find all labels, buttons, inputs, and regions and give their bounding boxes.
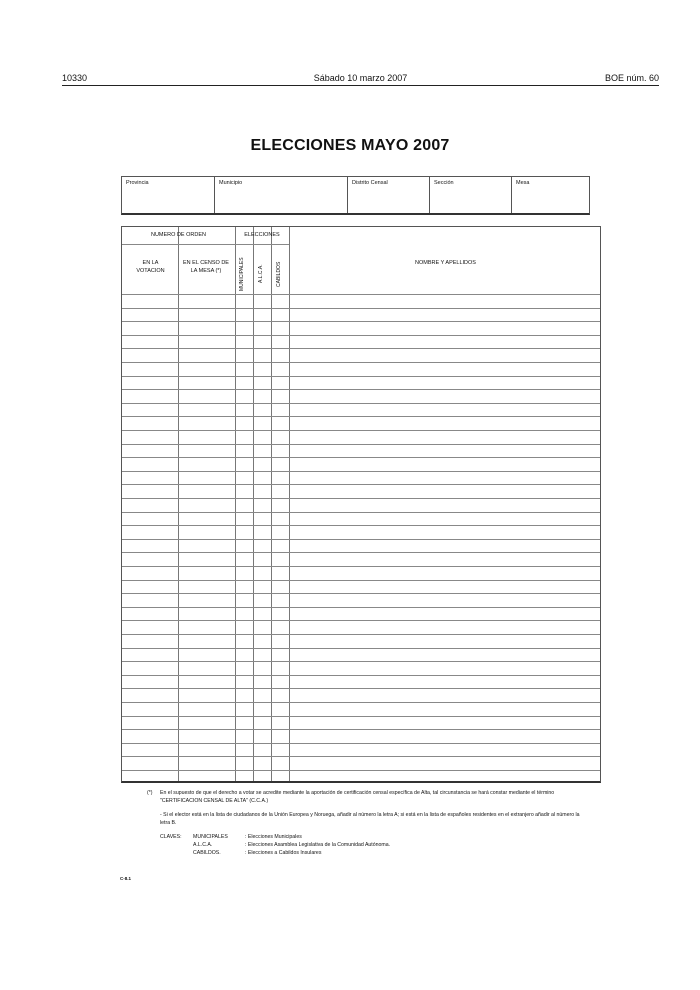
field-seccion: Sección [430,177,512,213]
table-row-line [122,512,600,513]
header-nombre-apellidos: NOMBRE Y APELLIDOS [415,260,476,266]
form-code: C-8.1 [120,876,132,881]
clave-key: MUNICIPALES [193,834,228,840]
note-asterisk-text: En el supuesto de que el derecho a votar se acredite mediante la aportación de certificación censal específica de Alta, tal circunstancia se hará constar mediante el término "CERTIFICACION CENSAL DE ALTA" (C.C.A.) [160,790,555,804]
clave-value: : Elecciones Municipales [245,834,302,840]
voter-list-table [121,226,601,783]
header-en-el-censo: EN EL CENSO DE LA MESA (*) [183,260,229,274]
table-row-line [122,525,600,526]
table-row-line [122,457,600,458]
table-row-line [122,702,600,703]
note-asterisk-marker: (*) [147,790,153,796]
location-fields-box [121,176,590,215]
header-elecciones: ELECCIONES [244,232,280,238]
note-asterisk [147,789,587,805]
field-municipio: Municipio [215,177,348,213]
table-row-line [122,729,600,730]
table-row-line [122,321,600,322]
header-alca: A.L.C.A. [258,264,264,283]
column-divider [253,227,254,781]
clave-value: : Elecciones a Cabildos Insulares [245,850,322,856]
table-row-line [122,471,600,472]
table-row-line [122,430,600,431]
table-row-line [122,389,600,390]
clave-key: A.L.C.A. [193,842,213,848]
table-row-line [122,444,600,445]
header-cabildos: CABILDOS [276,261,282,287]
page-date: Sábado 10 marzo 2007 [313,73,408,83]
header-numero-orden: NUMERO DE ORDEN [150,232,206,238]
table-row-line [122,362,600,363]
table-row-line [122,335,600,336]
column-divider [271,227,272,781]
table-row-line [122,580,600,581]
table-row-line [122,634,600,635]
table-row-line [122,688,600,689]
clave-value: : Elecciones Asamblea Legislativa de la Comunidad Autónoma. [245,842,391,848]
footnotes [147,789,587,857]
table-row-line [122,661,600,662]
table-row-line [122,620,600,621]
claves-label: CLAVES: [160,834,182,840]
header-bottom-rule [122,294,600,295]
page-title: ELECCIONES MAYO 2007 [250,137,450,154]
table-row-line [122,743,600,744]
table-row-line [122,716,600,717]
header-divider [122,244,289,245]
header-en-la-votacion: EN LA VOTACION [136,260,165,274]
column-divider [235,227,236,781]
table-row-line [122,756,600,757]
table-row-line [122,566,600,567]
column-divider [289,227,290,781]
table-row-line [122,348,600,349]
field-distrito-censal: Distrito Censal [348,177,430,213]
field-provincia: Provincia [122,177,215,213]
table-row-line [122,770,600,771]
page-header [62,73,659,86]
table-row-line [122,308,600,309]
table-row-line [122,498,600,499]
note-eu: - Si el elector está en la lista de ciudadanos de la Unión Europea y Noruega, añadir al número la letra A; si está en la lista de españoles residentes en el extranjero añadir al número la letra B. [160,812,580,826]
field-mesa: Mesa [516,180,530,186]
publication-name: BOE núm. 60 [604,73,659,83]
table-row-line [122,484,600,485]
table-row-line [122,607,600,608]
page-number: 10330 [62,73,88,83]
table-row-line [122,403,600,404]
table-row-line [122,416,600,417]
table-row-line [122,593,600,594]
table-row-line [122,648,600,649]
clave-key: CABILDOS. [193,850,221,856]
header-municipales: MUNICIPALES [239,257,245,291]
table-row-line [122,539,600,540]
table-row-line [122,675,600,676]
table-row-line [122,376,600,377]
claves-list [147,833,587,857]
table-row-line [122,552,600,553]
column-divider [178,227,179,781]
